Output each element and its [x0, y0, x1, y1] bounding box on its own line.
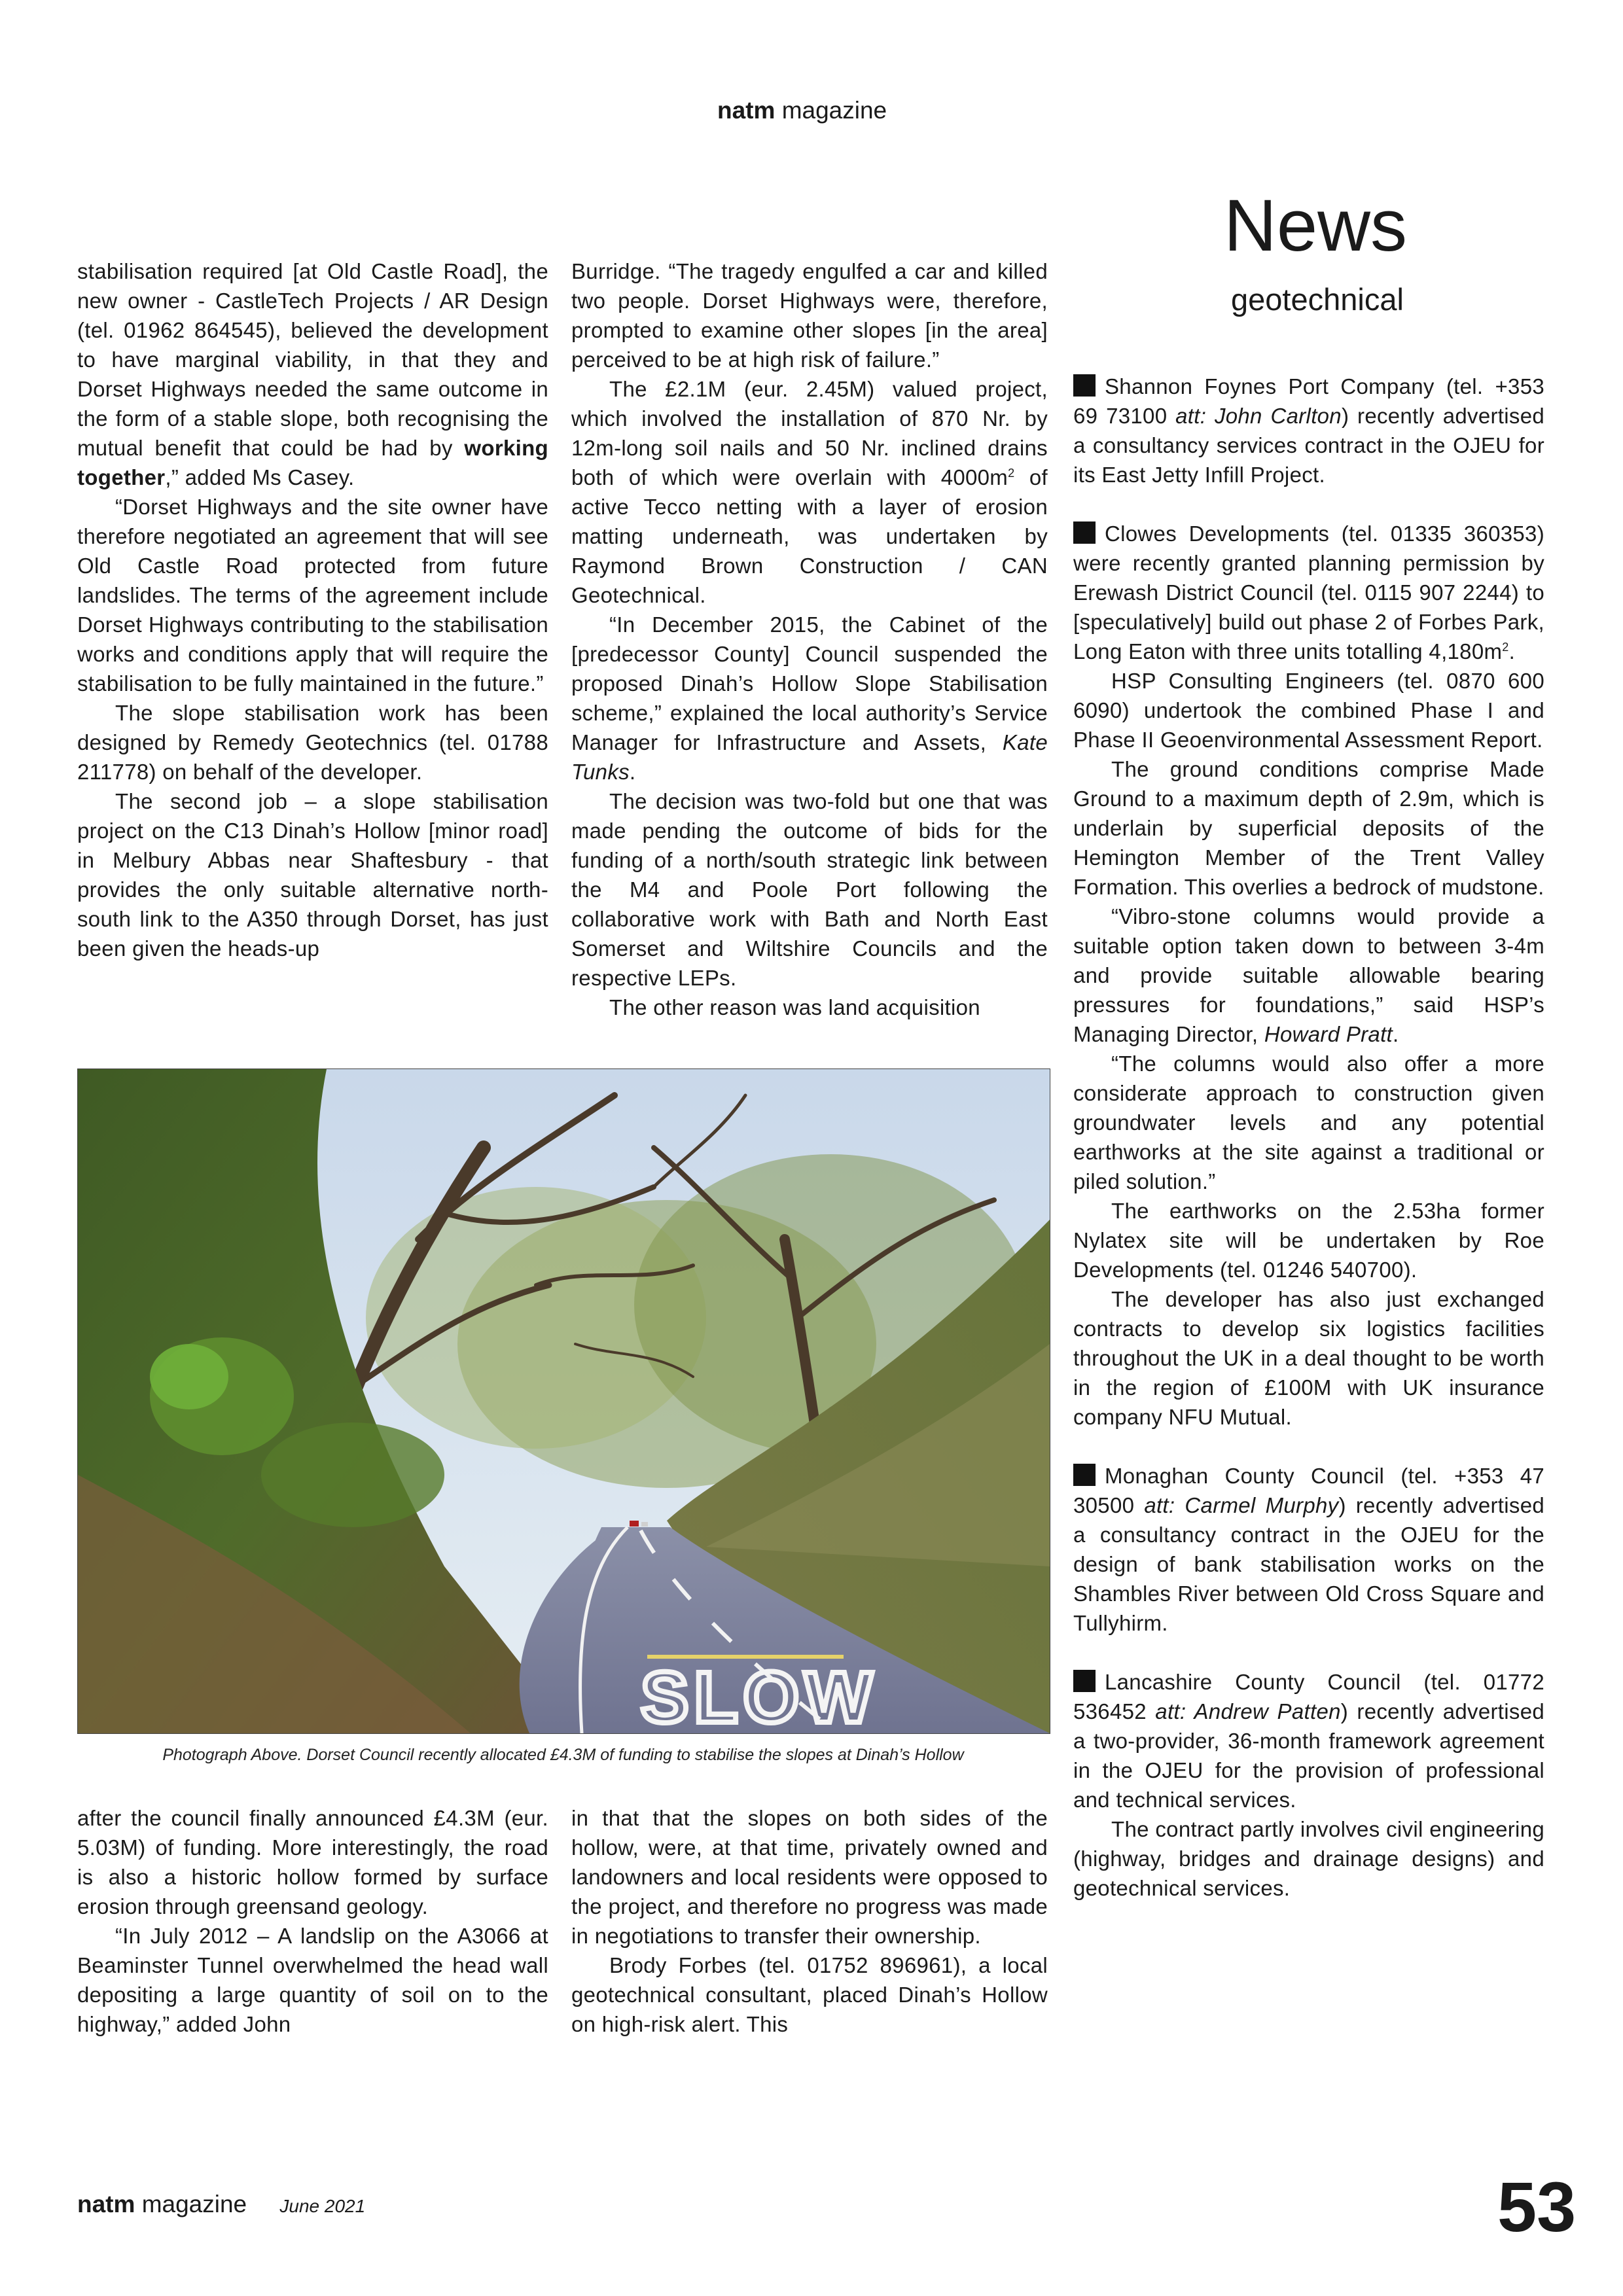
- page-footer: [77, 2191, 365, 2218]
- paragraph: The decision was two-fold but one that was made pending the outcome of bids for the funding of a north/south strategic link between the M4 and Poole Port following the collaborative work with Bath and North East Somerset and Wiltshire Councils and the respective LEPs.: [571, 789, 1048, 990]
- paragraph: The contract partly involves civil engineering (highway, bridges and drainage designs) and geotechnical services.: [1073, 1817, 1544, 1900]
- road-photo: [77, 1069, 1050, 1734]
- bullet-square-icon: [1073, 521, 1096, 544]
- paragraph: The second job – a slope stabilisation project on the C13 Dinah’s Hollow [minor road] in Melbury Abbas near Shaftesbury - that provides the only suitable alternative north-south link to the A350 through Dorset, has just been given the heads-up: [77, 789, 548, 961]
- bullet-square-icon: [1073, 1464, 1096, 1486]
- footer-brand-bold: natm: [77, 2191, 135, 2217]
- news-item: Shannon Foynes Port Company (tel. +353 69 73100 att: John Carlton) recently advertised a consultancy services contract in the OJEU for its East Jetty Infill Project.: [1073, 374, 1545, 487]
- paragraph: HSP Consulting Engineers (tel. 0870 600 6090) undertook the combined Phase I and Phase II Geoenvironmental Assessment Report.: [1073, 669, 1544, 752]
- paragraph: “Vibro-stone columns would provide a suitable option taken down to between 3-4m and provide suitable allowable bearing pressures for foundations,” said HSP’s Managing Director, Howard Pratt.: [1073, 904, 1544, 1046]
- footer-brand-rest: magazine: [141, 2191, 247, 2217]
- paragraph: “In December 2015, the Cabinet of the [predecessor County] Council suspended the proposed Dinah’s Hollow Slope Stabilisation scheme,” explained the local authority’s Service Manager for Infrastructure and Assets, Kate Tunks.: [571, 612, 1048, 784]
- article-column-1-bottom: [77, 1803, 548, 2039]
- paragraph: “The columns would also offer a more considerate approach to construction given groundwater levels and any potential earthworks at the site against a traditional or piled solution.”: [1073, 1051, 1544, 1193]
- section-title: News: [1224, 185, 1408, 266]
- road-marking-text: SLOW: [641, 1657, 878, 1733]
- footer-date: June 2021: [279, 2196, 366, 2216]
- paragraph: “In July 2012 – A landslip on the A3066 at Beaminster Tunnel overwhelmed the head wall depositing a large quantity of soil on to the highway,” added John: [77, 1924, 548, 2036]
- paragraph: Brody Forbes (tel. 01752 896961), a local geotechnical consultant, placed Dinah’s Hollow on high-risk alert. This: [571, 1953, 1048, 2036]
- header-brand-rest: magazine: [781, 97, 887, 124]
- page-header: [717, 97, 887, 124]
- header-brand-bold: natm: [717, 97, 776, 124]
- news-item: Lancashire County Council (tel. 01772 536452 att: Andrew Patten) recently advertised a two-provider, 36-month framework agreement in the OJEU for the provision of professional and technical services.: [1073, 1670, 1544, 1812]
- bold-phrase: working together: [77, 436, 548, 489]
- page-number: 53: [1497, 2167, 1577, 2246]
- paragraph: The other reason was land acquisition: [609, 995, 980, 1019]
- article-column-1-top: [77, 256, 548, 963]
- dinahs-hollow-photo-illustration: [78, 1069, 1050, 1733]
- article-column-2-top: [571, 256, 1048, 1022]
- paragraph: stabilisation required [at Old Castle Road], the new owner - CastleTech Projects / AR Design (tel. 01962 864545), believed the development to have marginal viability, in that they and Dorset Highways needed the same outcome in the form of a stable slope, both recognising the mutual benefit that could be had by working together,” added Ms Casey.: [77, 259, 548, 489]
- paragraph: The ground conditions comprise Made Ground to a maximum depth of 2.9m, which is underlain by superficial deposits of the Hemington Member of the Trent Valley Formation. This overlies a bedrock of mudstone.: [1073, 757, 1544, 899]
- section-subtitle: geotechnical: [1231, 282, 1404, 317]
- photo-caption: Photograph Above. Dorset Council recently allocated £4.3M of funding to stabilise the slopes at Dinah’s Hollow: [162, 1746, 964, 1764]
- paragraph: The slope stabilisation work has been designed by Remedy Geotechnics (tel. 01788 211778) on behalf of the developer.: [77, 701, 548, 784]
- paragraph: in that that the slopes on both sides of the hollow, were, at that time, privately owned and landowners and local residents were opposed to the project, and therefore no progress was made in negotiations to transfer their ownership.: [571, 1806, 1048, 1948]
- paragraph: Burridge. “The tragedy engulfed a car and killed two people. Dorset Highways were, therefore, prompted to examine other slopes [in the area] perceived to be at high risk of failure.”: [571, 259, 1048, 372]
- paragraph: The developer has also just exchanged contracts to develop six logistics facilities throughout the UK in a deal thought to be worth in the region of £100M with UK insurance company NFU Mutual.: [1073, 1287, 1544, 1429]
- bullet-square-icon: [1073, 1670, 1096, 1692]
- news-column: [1073, 372, 1544, 1903]
- paragraph: The £2.1M (eur. 2.45M) valued project, which involved the installation of 870 Nr. by 12m-long soil nails and 50 Nr. inclined drains both of which were overlain with $4000m^2$ of active Tecco netting with a layer of erosion matting underneath, was undertaken by Raymond Brown Construction / CAN Geotechnical.: [571, 377, 1048, 607]
- bullet-square-icon: [1073, 374, 1096, 397]
- paragraph: after the council finally announced £4.3M (eur. 5.03M) of funding. More interestingly, the road is also a historic hollow formed by surface erosion through greensand geology.: [77, 1806, 548, 1918]
- article-column-2-bottom: [571, 1803, 1048, 2039]
- news-item: Clowes Developments (tel. 01335 360353) were recently granted planning permission by Erewash District Council (tel. 0115 907 2244) to [speculatively] build out phase 2 of Forbes Park, Long Eaton with three units totalling $4,180m^2$.: [1073, 521, 1544, 663]
- paragraph: “Dorset Highways and the site owner have therefore negotiated an agreement that will see Old Castle Road protected from future landslides. The terms of the agreement include Dorset Highways contributing to the stabilisation works and conditions apply that will require the stabilisation to be fully maintained in the future.”: [77, 495, 548, 696]
- paragraph: The earthworks on the 2.53ha former Nylatex site will be undertaken by Roe Developments (tel. 01246 540700).: [1073, 1199, 1544, 1282]
- news-item: Monaghan County Council (tel. +353 47 30500 att: Carmel Murphy) recently advertised a consultancy contract in the OJEU for the design of bank stabilisation works on the Shambles River between Old Cross Square and Tullyhirm.: [1073, 1464, 1545, 1635]
